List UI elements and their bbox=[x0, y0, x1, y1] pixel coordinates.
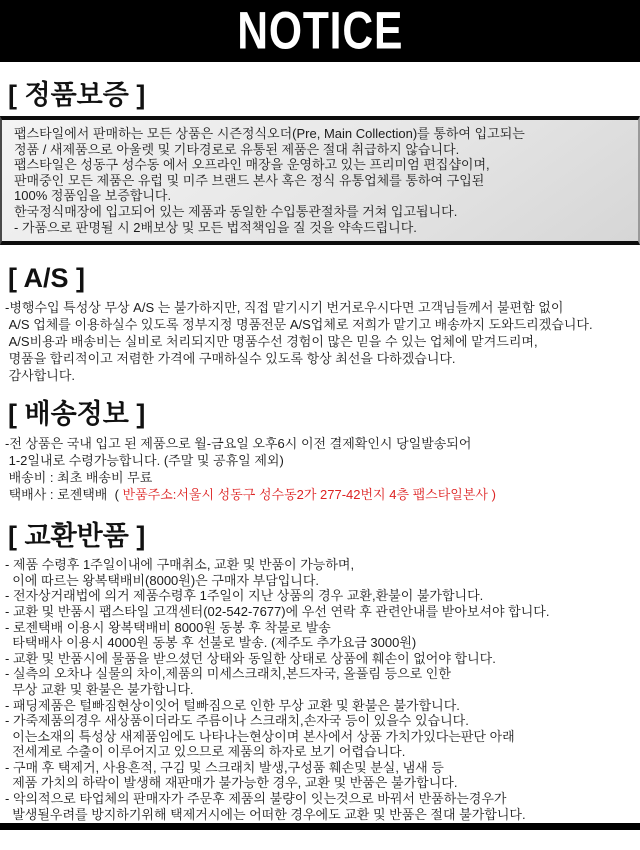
section-heading-exchange: [ 교환반품 ] bbox=[8, 521, 146, 552]
footer-divider-bar bbox=[0, 823, 640, 830]
exchange-line: 발생될우려를 방지하기위해 택제거시에는 어떠한 경우에도 교환 및 반품은 절대 불가합니다. bbox=[5, 806, 526, 822]
as-line: A/S비용과 배송비는 실비로 처리되지만 명품수선 경험이 많은 믿을 수 있는 업체에 맡겨드리며, bbox=[5, 334, 538, 350]
exchange-line: - 악의적으로 타업체의 판매자가 주문후 제품의 불량이 잇는것으로 바꿔서 반품하는경우가 bbox=[5, 791, 507, 807]
exchange-line: - 로젠택배 이용시 왕복택배비 8000원 동봉 후 착불로 발송 bbox=[5, 619, 331, 635]
shipping-line: 배송비 : 최초 배송비 무료 bbox=[5, 470, 153, 486]
exchange-text-block bbox=[5, 557, 640, 822]
as-line: A/S 업체를 이용하실수 있도록 정부지정 명품전문 A/S업체로 저희가 맡기고 배송까지 도와드리겠습니다. bbox=[5, 317, 593, 333]
shipping-courier-line bbox=[5, 486, 640, 503]
exchange-line: - 전자상거래법에 의거 제품수령후 1주일이 지난 상품의 경우 교환,환불이 불가합니다. bbox=[5, 588, 484, 604]
shipping-line: -전 상품은 국내 입고 된 제품으로 월-금요일 오후6시 이전 결제확인시 당일발송되어 bbox=[5, 436, 472, 452]
section-heading-as: [ A/S ] bbox=[8, 263, 85, 294]
guarantee-line: 100% 정품임을 보증합니다. bbox=[14, 188, 172, 204]
exchange-line: 이에 따르는 왕복택배비(8000원)은 구매자 부담입니다. bbox=[5, 572, 320, 588]
exchange-line: - 패딩제품은 털빠짐현상이잇어 털빠짐으로 인한 무상 교환 및 환불은 불가합니다. bbox=[5, 697, 460, 713]
guarantee-line: 한국정식매장에 입고되어 있는 제품과 동일한 수입통관절차를 거쳐 입고됩니다. bbox=[14, 203, 458, 219]
exchange-line: 무상 교환 및 환불은 불가합니다. bbox=[5, 681, 194, 697]
exchange-line: 타택배사 이용시 4000원 동봉 후 선불로 발송. (제주도 추가요금 3000원) bbox=[5, 635, 417, 651]
exchange-line: - 구매 후 택제거, 사용흔적, 구김 및 스크래치 발생,구성품 훼손및 분실, 냄새 등 bbox=[5, 759, 444, 775]
exchange-line: 제품 가치의 하락이 발생해 재판매가 불가능한 경우, 교환 및 반품은 불가합니다. bbox=[5, 775, 458, 791]
guarantee-box bbox=[0, 116, 640, 245]
exchange-line: - 실측의 오차나 실물의 차이,제품의 미세스크래치,본드자국, 올풀림 등으로 인한 bbox=[5, 666, 451, 682]
exchange-line: - 교환 및 반품시 팹스타일 고객센터(02-542-7677)에 우선 연락 후 관련안내를 받아보셔야 합니다. bbox=[5, 603, 550, 619]
exchange-line: 전세계로 수출이 이루어지고 있으므로 제품의 하자로 보기 어렵습니다. bbox=[5, 744, 406, 760]
section-heading-guarantee: [ 정품보증 ] bbox=[8, 80, 146, 110]
exchange-line: - 가죽제품의경우 새상품이더라도 주름이나 스크래치,손자국 등이 있을수 있습니다. bbox=[5, 713, 469, 729]
as-line: -병행수입 특성상 무상 A/S 는 불가하지만, 직접 맡기시기 번거로우시다면 고객님들께서 불편함 없이 bbox=[5, 300, 564, 316]
section-heading-shipping: [ 배송정보 ] bbox=[8, 399, 146, 430]
as-line: 감사합니다. bbox=[5, 368, 76, 384]
guarantee-line: 팹스타일에서 판매하는 모든 상품은 시즌정식오더(Pre, Main Collection)를 통하여 입고되는 bbox=[14, 126, 525, 141]
guarantee-line: 판매중인 모든 제품은 유럽 및 미주 브랜드 본사 혹은 정식 유통업체를 통하여 구입된 bbox=[14, 172, 485, 188]
as-text-block bbox=[5, 299, 640, 384]
shipping-line: 1-2일내로 수령가능합니다. (주말 및 공휴일 제외) bbox=[5, 453, 284, 469]
guarantee-line: 팹스타일은 성동구 성수동 에서 오프라인 매장을 운영하고 있는 프리미엄 편집샵이며, bbox=[14, 157, 490, 173]
exchange-line: - 제품 수령후 1주일이내에 구매취소, 교환 및 반품이 가능하며, bbox=[5, 557, 355, 573]
as-line: 명품을 합리적이고 저렴한 가격에 구매하실수 있도록 항상 최선을 다하겠습니다. bbox=[5, 351, 456, 367]
exchange-line: 이는소재의 특성상 새제품임에도 나타나는현상이며 본사에서 상품 가치가있다는판단 아래 bbox=[5, 728, 515, 744]
notice-title: NOTICE bbox=[236, 1, 403, 61]
return-address: 반품주소:서울시 성동구 성수동2가 277-42번지 4층 팹스타일본사 ) bbox=[122, 487, 496, 503]
notice-header-bar bbox=[0, 0, 640, 62]
exchange-line: - 교환 및 반품시에 물품을 받으셨던 상태와 동일한 상태로 상품에 훼손이 없어야 합니다. bbox=[5, 650, 496, 666]
guarantee-line: 정품 / 새제품으로 아울렛 및 기타경로로 유통된 제품은 절대 취급하지 않습니다. bbox=[14, 141, 460, 157]
courier-label: 택배사 : 로젠택배 ( bbox=[5, 487, 123, 503]
shipping-text-block bbox=[5, 435, 640, 503]
guarantee-line: - 가품으로 판명될 시 2배보상 및 모든 법적책임을 질 것을 약속드립니다. bbox=[14, 219, 417, 235]
